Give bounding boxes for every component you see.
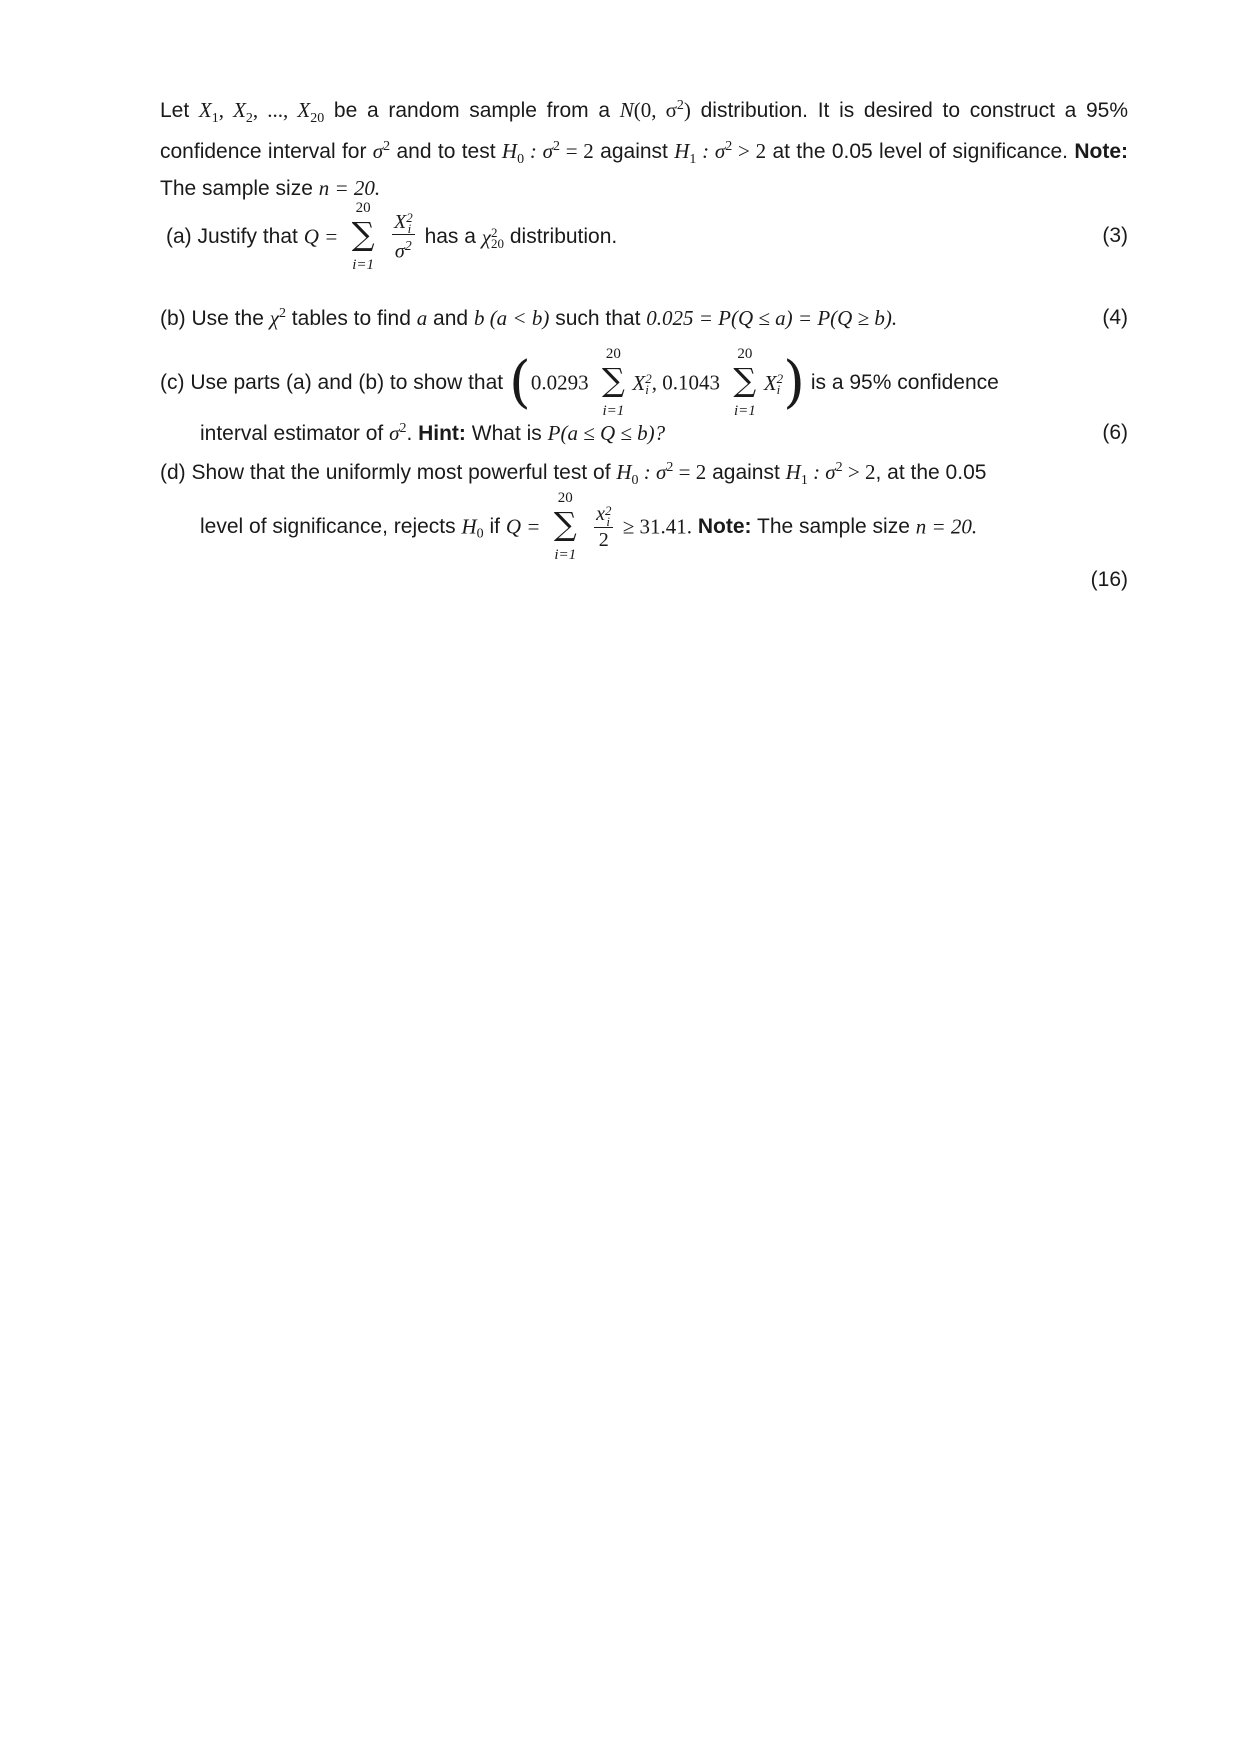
part-d-text: if: [483, 515, 506, 538]
math-x: X: [394, 210, 407, 233]
fraction-denominator: 2: [598, 528, 609, 551]
math-sep: ,: [218, 98, 234, 122]
math-sub: 0: [631, 473, 639, 489]
part-c-line2: [200, 421, 665, 446]
intro-text: distribution. It is desired to construct a 95% confidence interval for: [160, 99, 1129, 164]
sum-lower-limit: i=1: [554, 547, 577, 563]
math-h0-rest: : σ: [524, 139, 553, 164]
math-dist-close: ): [683, 98, 691, 122]
sum-upper-limit: 20: [355, 200, 371, 216]
sum-symbol: [346, 200, 380, 274]
sum-lower-limit: i=1: [733, 403, 756, 419]
math-geq: ≥ 31.41.: [617, 514, 693, 539]
part-d-text: against: [706, 461, 786, 484]
part-b-text: such that: [549, 307, 647, 330]
part-d-text: The sample size: [751, 515, 916, 538]
math-sub: 20: [310, 111, 325, 127]
math-sub: 1: [800, 473, 808, 489]
math-sigma: σ: [394, 241, 405, 264]
intro-text: at the 0.05 level of significance.: [766, 140, 1075, 164]
sigma-glyph: ∑: [733, 361, 757, 399]
sum-symbol: [548, 490, 582, 564]
part-b-label: (b) Use the: [160, 307, 270, 330]
math-x20: X: [297, 98, 311, 122]
sum-lower-limit: i=1: [602, 403, 625, 419]
intro-text: against: [593, 140, 675, 164]
note-label: Note:: [697, 515, 752, 538]
marks-a: (3): [1102, 224, 1128, 247]
part-a: [166, 200, 617, 274]
math-const-2: 0.1043: [662, 370, 720, 395]
sigma-glyph: ∑: [351, 215, 375, 253]
math-sub: 2: [245, 111, 253, 127]
hint-label: Hint:: [418, 422, 466, 445]
part-d-text: , at the 0.05: [875, 461, 987, 484]
math-sup: 2: [406, 210, 413, 226]
part-c-label: (c) Use parts (a) and (b) to show that: [160, 371, 509, 394]
math-q-eq: Q =: [505, 514, 541, 539]
sum-upper-limit: 20: [605, 346, 621, 362]
math-h1-rest: : σ: [807, 460, 836, 484]
left-paren: (: [508, 350, 531, 415]
part-c-text: .: [406, 422, 419, 445]
math-x1: X: [198, 98, 212, 122]
hint-text: What is: [465, 422, 548, 445]
marks-d: (16): [1090, 568, 1128, 591]
math-h0: H: [501, 139, 518, 164]
math-h1-gt: > 2: [732, 139, 767, 164]
math-sep: , ...,: [252, 98, 298, 122]
math-sub: i: [407, 221, 412, 237]
math-sub: 1: [689, 152, 697, 168]
math-h1: H: [785, 460, 801, 484]
sum-upper-limit: 20: [737, 346, 753, 362]
math-sub: 0: [476, 526, 484, 542]
math-sub: 1: [211, 111, 219, 127]
fraction-numerator: [392, 210, 415, 235]
math-sup: 2: [776, 370, 784, 386]
part-d-line2: [200, 490, 977, 564]
math-h1-gt: > 2: [842, 460, 876, 484]
math-sub: 0: [517, 152, 525, 168]
fraction-denominator: [392, 235, 415, 264]
part-c-text: is a 95% confidence: [805, 371, 999, 394]
part-b-text: and: [427, 307, 474, 330]
math-sub: i: [606, 513, 611, 529]
part-a-text: has a: [424, 225, 482, 248]
math-sup: 2: [725, 139, 733, 155]
math-h0-eq: = 2: [559, 139, 594, 164]
intro-text: be a random sample from a: [324, 99, 620, 122]
math-x2: X: [233, 98, 246, 122]
math-sigma: σ: [372, 139, 384, 164]
math-h0-eq: = 2: [673, 460, 707, 484]
math-sup: 2: [552, 139, 560, 155]
fraction: [392, 210, 415, 264]
math-sub: i: [776, 381, 781, 397]
math-n-eq: n = 20.: [915, 514, 978, 539]
sum-symbol: [728, 346, 762, 420]
math-sub: 20: [491, 235, 505, 251]
part-b: [160, 306, 897, 331]
intro-text: and to test: [390, 140, 502, 164]
math-h0: H: [616, 460, 632, 484]
part-c-text: interval estimator of: [200, 422, 390, 445]
part-d: [160, 460, 986, 489]
marks-c: (6): [1102, 421, 1128, 444]
math-sub: i: [645, 381, 649, 397]
math-comma: ,: [651, 370, 663, 395]
math-sup: 2: [404, 239, 412, 255]
part-d-text: level of significance, rejects: [200, 515, 462, 538]
sigma-glyph: ∑: [602, 361, 625, 399]
intro-paragraph: [160, 92, 1128, 203]
math-sup: 2: [383, 139, 391, 155]
note-label: Note:: [1074, 140, 1128, 164]
math-sup: 2: [278, 306, 286, 321]
math-h0: H: [461, 514, 477, 539]
math-chi: χ: [269, 306, 279, 330]
math-b: b: [473, 306, 485, 330]
math-probability-eq: 0.025 = P(Q ≤ a) = P(Q ≥ b).: [646, 306, 898, 330]
math-sup: 2: [835, 460, 843, 475]
math-h1-rest: : σ: [696, 139, 726, 164]
marks-b: (4): [1102, 306, 1128, 329]
fraction: [594, 502, 613, 551]
math-sup: 2: [399, 421, 407, 436]
math-chi: χ: [481, 224, 492, 249]
sigma-glyph: ∑: [553, 505, 577, 543]
math-x: X: [763, 370, 777, 395]
part-d-label: (d) Show that the uniformly most powerful test of: [160, 461, 617, 484]
math-condition: (a < b): [484, 306, 550, 330]
part-a-text: distribution.: [504, 225, 618, 248]
math-sup: 2: [645, 370, 652, 386]
math-const-1: 0.0293: [530, 370, 589, 395]
math-x: x: [596, 503, 605, 526]
part-b-text: tables to find: [285, 307, 417, 330]
fraction-numerator: [594, 502, 613, 527]
sum-symbol: [596, 346, 630, 420]
math-sup: 2: [604, 502, 612, 518]
math-q-eq: Q =: [303, 224, 339, 249]
math-dist-args: (0, σ: [633, 98, 677, 122]
right-paren: ): [783, 350, 806, 415]
math-dist: N: [619, 98, 634, 122]
math-hint-eq: P(a ≤ Q ≤ b)?: [547, 421, 666, 445]
math-sigma: σ: [389, 421, 400, 445]
math-a: a: [416, 306, 428, 330]
intro-text: The sample size: [160, 177, 319, 201]
math-sup: 2: [676, 98, 684, 113]
sum-upper-limit: 20: [557, 490, 573, 506]
math-x: X: [632, 370, 646, 395]
part-c: [160, 346, 999, 420]
math-n-eq: n = 20.: [318, 176, 381, 201]
math-h1: H: [674, 139, 690, 164]
intro-text: Let: [160, 99, 199, 122]
part-a-label: (a) Justify that: [166, 225, 304, 248]
sum-lower-limit: i=1: [352, 257, 375, 273]
math-h0-rest: : σ: [638, 460, 667, 484]
math-sup: 2: [666, 460, 674, 475]
math-sup: 2: [491, 224, 498, 240]
